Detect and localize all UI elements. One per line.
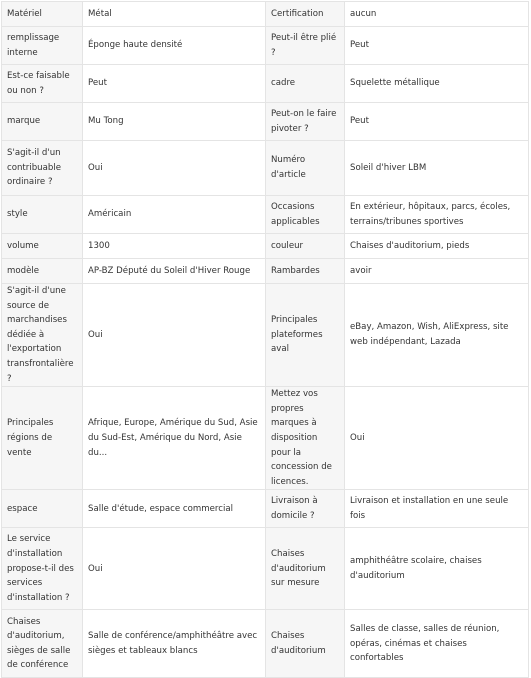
spec-value: Afrique, Europe, Amérique du Sud, Asie du Sud-Est, Amérique du Nord, Asie du... [83, 387, 266, 490]
table-row [2, 284, 529, 387]
spec-label: Rambardes [266, 259, 345, 284]
table-row [2, 2, 529, 27]
spec-label: Numéro d'article [266, 141, 345, 196]
spec-label: Peut-il être plié ? [266, 27, 345, 65]
spec-value: Peut [345, 103, 529, 141]
table-row [2, 65, 529, 103]
spec-value: Peut [345, 27, 529, 65]
spec-value: Chaises d'auditorium, pieds [345, 234, 529, 259]
spec-label: Mettez vos propres marques à disposition pour la concession de licences. [266, 387, 345, 490]
spec-value: amphithéâtre scolaire, chaises d'auditorium [345, 528, 529, 610]
spec-label: couleur [266, 234, 345, 259]
spec-value: AP-BZ Député du Soleil d'Hiver Rouge [83, 259, 266, 284]
spec-value: eBay, Amazon, Wish, AliExpress, site web indépendant, Lazada [345, 284, 529, 387]
spec-value: Américain [83, 196, 266, 234]
spec-label: Le service d'installation propose-t-il des services d'installation ? [2, 528, 83, 610]
spec-value: avoir [345, 259, 529, 284]
spec-value: Mu Tong [83, 103, 266, 141]
spec-value: Salle de conférence/amphithéâtre avec sièges et tableaux blancs [83, 610, 266, 678]
spec-label: marque [2, 103, 83, 141]
spec-table [1, 1, 529, 678]
spec-label: Est-ce faisable ou non ? [2, 65, 83, 103]
table-row [2, 196, 529, 234]
spec-value: Oui [345, 387, 529, 490]
spec-value: Éponge haute densité [83, 27, 266, 65]
table-row [2, 528, 529, 610]
spec-label: Principales régions de vente [2, 387, 83, 490]
spec-label: remplissage interne [2, 27, 83, 65]
spec-label: modèle [2, 259, 83, 284]
table-row [2, 141, 529, 196]
spec-label: Peut-on le faire pivoter ? [266, 103, 345, 141]
spec-value: Peut [83, 65, 266, 103]
spec-label: Occasions applicables [266, 196, 345, 234]
spec-label: volume [2, 234, 83, 259]
spec-label: Chaises d'auditorium sur mesure [266, 528, 345, 610]
spec-value: Métal [83, 2, 266, 27]
table-row [2, 27, 529, 65]
spec-label: Chaises d'auditorium, sièges de salle de conférence [2, 610, 83, 678]
spec-label: Certification [266, 2, 345, 27]
spec-label: Matériel [2, 2, 83, 27]
table-row [2, 490, 529, 528]
spec-value: Oui [83, 141, 266, 196]
spec-label: style [2, 196, 83, 234]
spec-label: S'agit-il d'une source de marchandises dédiée à l'exportation transfrontalière ? [2, 284, 83, 387]
table-row [2, 103, 529, 141]
spec-value: Soleil d'hiver LBM [345, 141, 529, 196]
spec-label: Principales plateformes aval [266, 284, 345, 387]
table-row [2, 610, 529, 678]
spec-value: Oui [83, 284, 266, 387]
spec-value: Livraison et installation en une seule fois [345, 490, 529, 528]
table-row [2, 387, 529, 490]
spec-label: espace [2, 490, 83, 528]
spec-label: S'agit-il d'un contribuable ordinaire ? [2, 141, 83, 196]
spec-value: En extérieur, hôpitaux, parcs, écoles, terrains/tribunes sportives [345, 196, 529, 234]
spec-label: Chaises d'auditorium [266, 610, 345, 678]
spec-value: Salle d'étude, espace commercial [83, 490, 266, 528]
spec-label: Livraison à domicile ? [266, 490, 345, 528]
spec-label: cadre [266, 65, 345, 103]
spec-value: aucun [345, 2, 529, 27]
spec-value: Squelette métallique [345, 65, 529, 103]
spec-value: Oui [83, 528, 266, 610]
table-row [2, 234, 529, 259]
table-row [2, 259, 529, 284]
spec-value: 1300 [83, 234, 266, 259]
spec-value: Salles de classe, salles de réunion, opéras, cinémas et chaises confortables [345, 610, 529, 678]
